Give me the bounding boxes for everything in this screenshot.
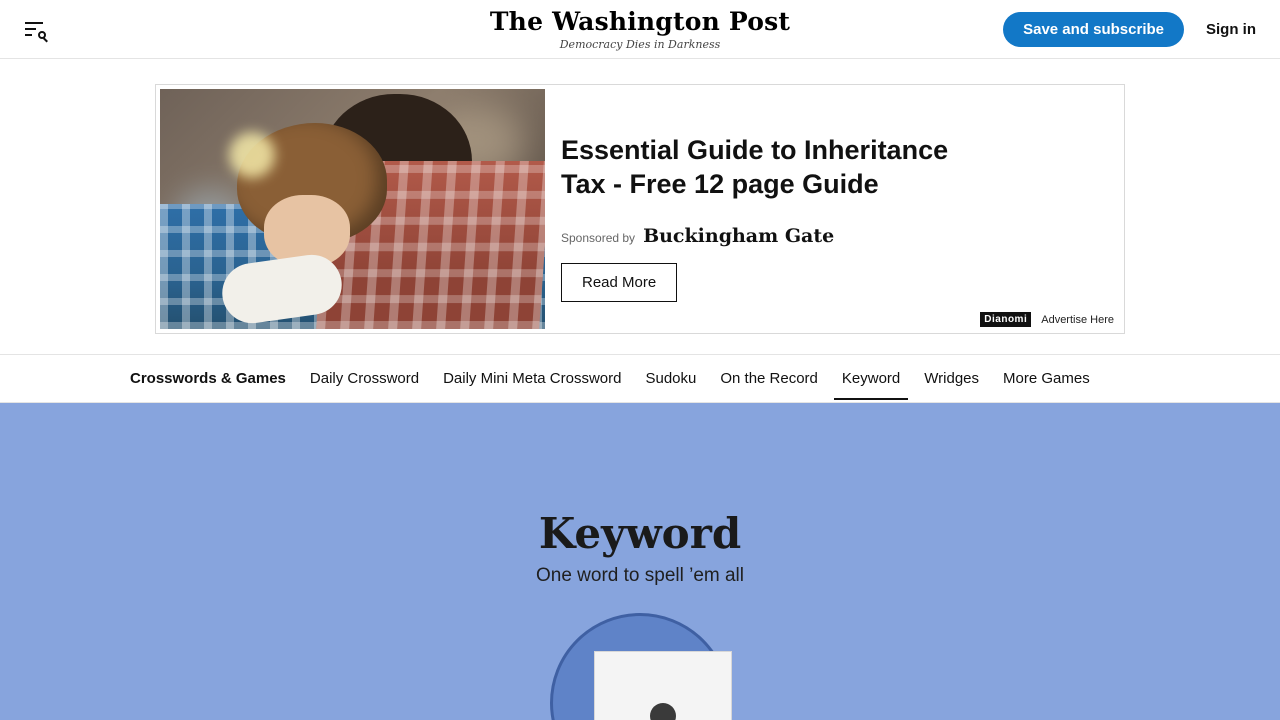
nav-item-keyword[interactable]: Keyword [830, 357, 912, 400]
brand-title: The Washington Post [489, 7, 791, 36]
menu-search-button[interactable] [18, 12, 52, 46]
ad-sponsored-prefix: Sponsored by [561, 231, 636, 245]
keyword-game-illustration [550, 613, 730, 720]
site-logo[interactable] [490, 8, 790, 51]
ad-read-more-button[interactable]: Read More [561, 263, 677, 302]
site-header [0, 0, 1280, 59]
ad-footer [980, 312, 1114, 327]
dianomi-logo: Dianomi [980, 312, 1031, 327]
ad-card[interactable] [155, 84, 1125, 334]
game-hero [0, 403, 1280, 720]
nav-item-crosswords-and-games[interactable]: Crosswords & Games [130, 370, 286, 387]
games-nav [0, 354, 1280, 403]
nav-item-more-games[interactable]: More Games [1003, 370, 1090, 387]
save-and-subscribe-button[interactable]: Save and subscribe [1003, 12, 1184, 47]
nav-item-daily-crossword[interactable]: Daily Crossword [309, 370, 420, 387]
brand-tagline: Democracy Dies in Darkness [559, 38, 721, 51]
advertisement-region [0, 59, 1280, 334]
page-title: Keyword [538, 509, 742, 558]
ad-sponsor [561, 225, 1124, 247]
menu-search-icon [25, 21, 45, 37]
nav-item-sudoku[interactable]: Sudoku [645, 370, 697, 387]
ad-sponsor-name: Buckingham Gate [643, 225, 835, 247]
nav-item-daily-mini-meta-crossword[interactable]: Daily Mini Meta Crossword [443, 370, 622, 387]
advertise-here-link[interactable]: Advertise Here [1041, 313, 1114, 326]
nav-item-wridges[interactable]: Wridges [924, 370, 980, 387]
page-subtitle: One word to spell ’em all [535, 565, 745, 586]
sign-in-link[interactable]: Sign in [1206, 20, 1256, 38]
ad-headline: Essential Guide to Inheritance Tax - Free 12 page Guide [561, 135, 949, 199]
header-actions [1003, 12, 1280, 47]
ad-body [545, 85, 1124, 333]
nav-item-on-the-record[interactable]: On the Record [720, 370, 818, 387]
ad-image[interactable] [160, 89, 545, 329]
